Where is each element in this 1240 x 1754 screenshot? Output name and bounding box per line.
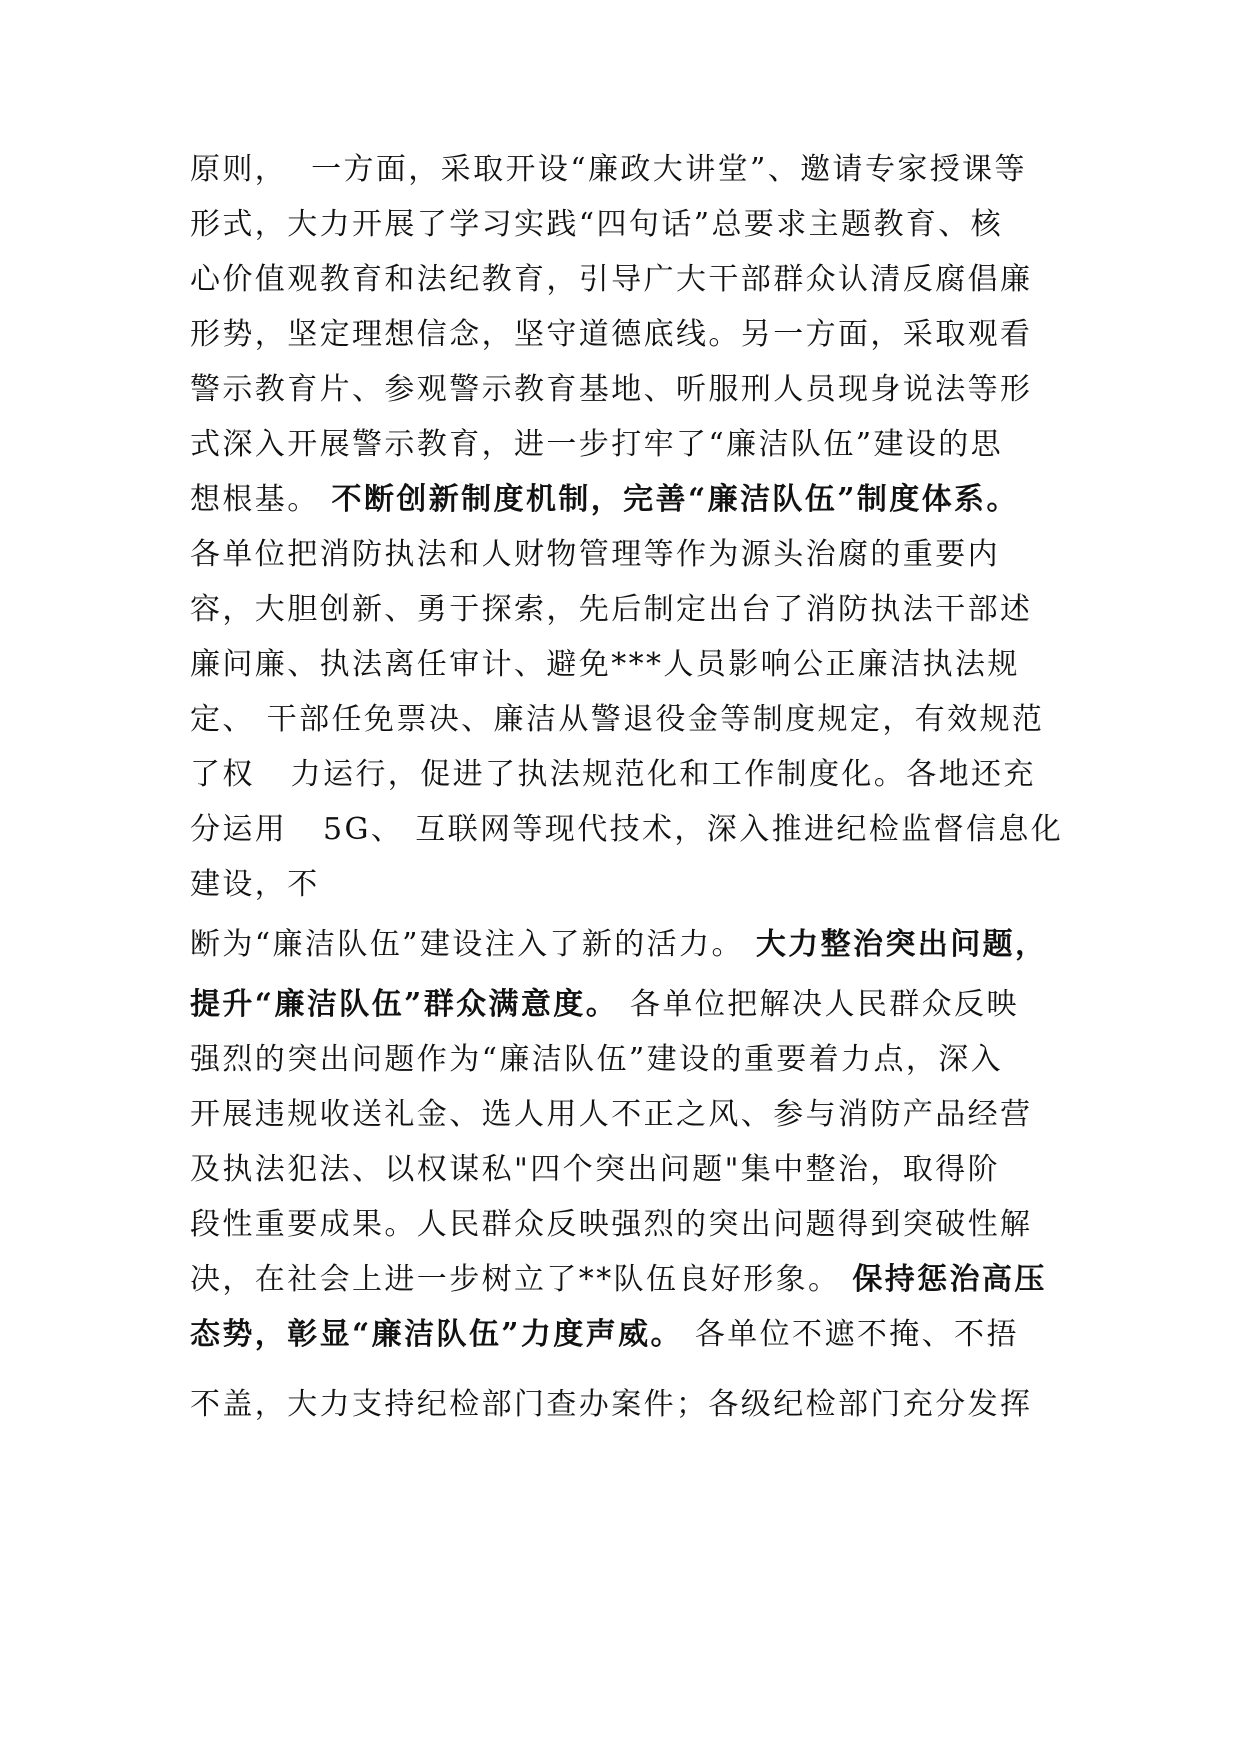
text-line — [190, 925, 1047, 965]
text-line — [190, 150, 1027, 190]
body-text: 强烈的突出问题作为“廉洁队伍”建设的重要着力点，深入 — [190, 1042, 1004, 1077]
body-text: 分运用 5G、 互联网等现代技术，深入推进纪检监督信息化 — [190, 812, 1064, 847]
bold-heading-text: 大力整治突出问题， — [755, 927, 1048, 962]
body-text: 了权 力运行，促进了执法规范化和工作制度化。各地还充 — [190, 757, 1036, 792]
bold-heading-text: 保持惩治高压 — [852, 1262, 1047, 1297]
body-text: 决，在社会上进一步树立了**队伍良好形象。 — [190, 1262, 853, 1297]
body-text: 各单位把消防执法和人财物管理等作为源头治腐的重要内 — [190, 537, 1000, 572]
body-text: 各单位不遮不掩、不捂 — [682, 1317, 1019, 1352]
text-line — [190, 480, 1019, 520]
text-line — [190, 1150, 1000, 1190]
body-text: 形势，坚定理想信念，坚守道德底线。另一方面，采取观看 — [190, 317, 1033, 352]
body-text: 形式，大力开展了学习实践“四句话”总要求主题教育、核 — [190, 207, 1004, 242]
body-text: 段性重要成果。人民群众反映强烈的突出问题得到突破性解 — [190, 1207, 1033, 1242]
text-line — [190, 1315, 1019, 1355]
body-text: 及执法犯法、以权谋私"四个突出问题"集中整治，取得阶 — [190, 1152, 1000, 1187]
body-text: 各单位把解决人民群众反映 — [618, 987, 1019, 1022]
body-text: 式深入开展警示教育，进一步打牢了“廉洁队伍”建设的思 — [190, 427, 1004, 462]
text-line — [190, 425, 1003, 465]
body-text: 心价值观教育和法纪教育，引导广大干部群众认清反腐倡廉 — [190, 262, 1033, 297]
text-line — [190, 755, 1036, 795]
body-text: 想根基。 — [190, 482, 332, 517]
text-line — [190, 700, 1044, 740]
text-line — [190, 1385, 1032, 1425]
bold-heading-text: 提升“廉洁队伍”群众满意度。 — [190, 987, 619, 1022]
body-text: 开展违规收送礼金、选人用人不正之风、参与消防产品经营 — [190, 1097, 1033, 1132]
text-line — [190, 865, 320, 905]
body-text: 警示教育片、参观警示教育基地、听服刑人员现身说法等形 — [190, 372, 1033, 407]
text-line — [190, 535, 1000, 575]
text-line — [190, 315, 1032, 355]
text-line — [190, 260, 1032, 300]
body-text: 容，大胆创新、勇于探索，先后制定出台了消防执法干部述 — [190, 592, 1033, 627]
text-line — [190, 205, 1003, 245]
body-text: 原则， 一方面，采取开设“廉政大讲堂”、邀请专家授课等 — [190, 152, 1027, 187]
body-text: 廉问廉、执法离任审计、避免***人员影响公正廉洁执法规 — [190, 647, 1020, 682]
text-line — [190, 810, 1063, 850]
text-line — [190, 1205, 1032, 1245]
bold-heading-text: 态势，彰显“廉洁队伍”力度声威。 — [190, 1317, 683, 1352]
text-line — [190, 590, 1032, 630]
text-line — [190, 370, 1032, 410]
text-line — [190, 1260, 1047, 1300]
body-text: 建设，不 — [190, 867, 320, 902]
text-line — [190, 1040, 1003, 1080]
body-text: 断为“廉洁队伍”建设注入了新的活力。 — [190, 927, 756, 962]
body-text: 不盖，大力支持纪检部门查办案件；各级纪检部门充分发挥 — [190, 1387, 1033, 1422]
text-line — [190, 645, 1020, 685]
text-line — [190, 985, 1019, 1025]
bold-heading-text: 不断创新制度机制，完善“廉洁队伍”制度体系。 — [331, 482, 1019, 517]
body-text: 定、 干部任免票决、廉洁从警退役金等制度规定，有效规范 — [190, 702, 1045, 737]
text-line — [190, 1095, 1032, 1135]
